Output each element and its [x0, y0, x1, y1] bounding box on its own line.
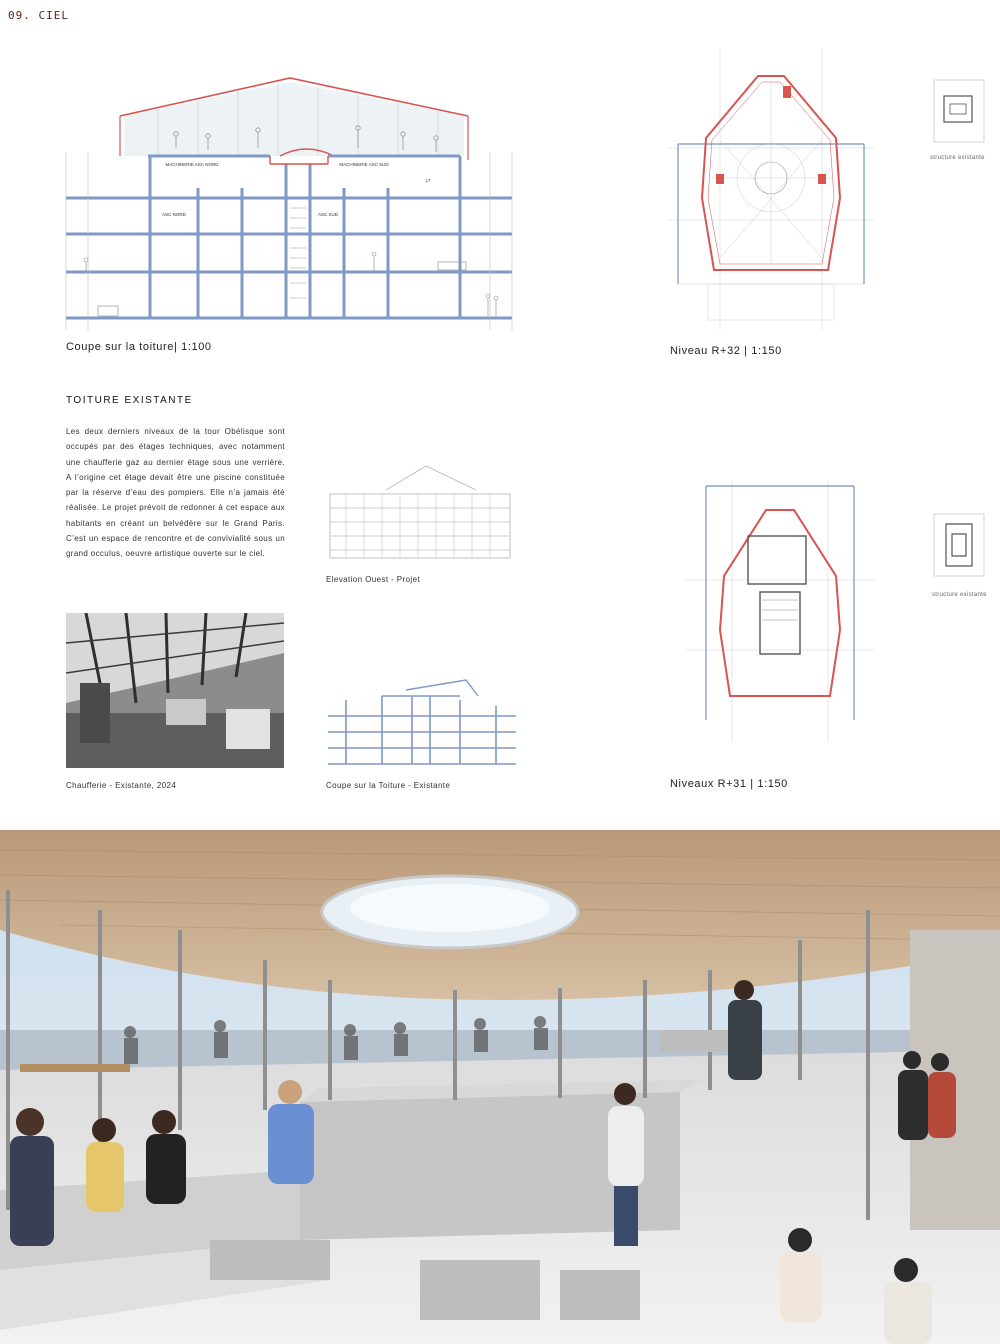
legend-structure-existante-r31: structure existante	[932, 592, 987, 598]
elevation-west-drawing	[326, 460, 514, 560]
caption-coupe-toiture: Coupe sur la toiture| 1:100	[66, 341, 212, 353]
caption-coupe-existante: Coupe sur la Toiture - Existante	[326, 781, 451, 790]
plan-drawing-r31	[686, 480, 874, 742]
caption-elevation-ouest: Elevation Ouest - Projet	[326, 575, 421, 584]
section-drawing-svg	[58, 68, 520, 330]
section-existing-svg	[326, 676, 518, 768]
structure-mini-r31	[930, 510, 988, 580]
section-drawing-existing	[326, 676, 518, 768]
page-title: 09. CIEL	[8, 9, 69, 22]
label-asc-nord: ASC NORD	[162, 212, 186, 217]
label-mach-sud: MACHINERIE ASC SUD	[339, 162, 389, 167]
structure-mini-r32-svg	[930, 76, 988, 146]
structure-mini-r32	[930, 76, 988, 146]
structure-mini-r31-svg	[930, 510, 988, 580]
caption-photo-chaufferie: Chaufferie - Existante, 2024	[66, 781, 177, 790]
elevation-west-svg	[326, 460, 514, 560]
plan-r32-svg	[668, 48, 874, 330]
photo-chaufferie	[66, 613, 284, 768]
caption-niveau-r32: Niveau R+32 | 1:150	[670, 345, 782, 357]
interior-render-svg	[0, 830, 1000, 1344]
label-asc-sud: ASC SUD	[317, 212, 339, 217]
legend-structure-existante-r32: structure existante	[930, 155, 985, 161]
interior-render	[0, 830, 1000, 1344]
plan-r31-svg	[686, 480, 874, 742]
label-lt: LT	[425, 178, 431, 183]
section-body-toiture: Les deux derniers niveaux de la tour Obélisque sont occupés par des étages techniques, avec notamment une chaufferie gaz au dernier étage sous une verrière. A l’origine cet étage devait être une piscine constituée par la réserve d’eau des pompiers. Elle n’a jamais été réalisée. Le projet prévoit de redonner à cet espace aux habitants en créant un belvédère sur le Grand Paris. C’est un espace de rencontre et de convivialité sous un grand occulus, oeuvre artistique ouverte sur le ciel.	[66, 427, 285, 559]
plan-drawing-r32	[668, 48, 874, 330]
caption-niveaux-r31: Niveaux R+31 | 1:150	[670, 778, 788, 790]
label-mach-nord: MACHINERIE ASC NORD	[165, 162, 219, 167]
photo-chaufferie-svg	[66, 613, 284, 768]
section-drawing-roof	[58, 68, 520, 330]
section-heading-toiture: TOITURE EXISTANTE	[66, 395, 193, 406]
